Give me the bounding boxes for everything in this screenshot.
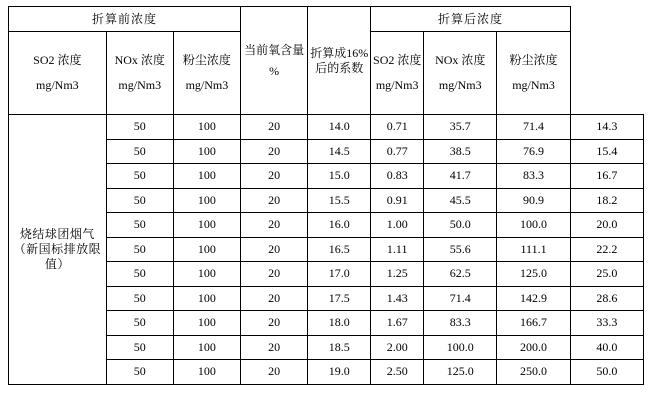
cell-dust-before: 20 [241, 286, 308, 311]
cell-dust-before: 20 [241, 139, 308, 164]
column-header-nox-after-name: NOx 浓度 [435, 53, 486, 67]
cell-nox-before: 100 [173, 262, 240, 287]
cell-dust-after: 25.0 [570, 262, 643, 287]
column-header-so2-before-name: SO2 浓度 [33, 53, 82, 67]
column-header-o2-current-name: 当前氧含量 [244, 42, 305, 57]
row-label-cell: 烧结球团烟气（新国标排放限值） [9, 115, 107, 385]
column-header-coefficient-name: 折算成16%后的系数 [310, 45, 369, 75]
cell-dust-before: 20 [241, 237, 308, 262]
cell-so2-after: 100.0 [424, 335, 497, 360]
cell-so2-after: 62.5 [424, 262, 497, 287]
cell-coefficient: 0.91 [371, 188, 424, 213]
column-header-dust-after-unit: mg/Nm3 [512, 78, 555, 92]
cell-nox-after: 90.9 [497, 188, 570, 213]
column-header-dust-before [173, 32, 240, 115]
cell-coefficient: 1.11 [371, 237, 424, 262]
cell-so2-before: 50 [106, 262, 173, 287]
cell-nox-before: 100 [173, 139, 240, 164]
cell-nox-after: 200.0 [497, 335, 570, 360]
cell-nox-after: 125.0 [497, 262, 570, 287]
cell-nox-before: 100 [173, 188, 240, 213]
cell-nox-before: 100 [173, 237, 240, 262]
cell-so2-after: 38.5 [424, 139, 497, 164]
cell-nox-after: 250.0 [497, 360, 570, 385]
cell-nox-after: 83.3 [497, 164, 570, 189]
column-header-o2-current-unit: % [269, 63, 280, 78]
cell-dust-before: 20 [241, 213, 308, 238]
table-header [9, 7, 644, 115]
cell-so2-before: 50 [106, 139, 173, 164]
cell-so2-before: 50 [106, 164, 173, 189]
column-header-so2-before-unit: mg/Nm3 [36, 78, 79, 92]
cell-dust-before: 20 [241, 335, 308, 360]
column-header-dust-after [497, 32, 570, 115]
column-header-nox-after-unit: mg/Nm3 [438, 78, 482, 92]
cell-so2-before: 50 [106, 311, 173, 336]
cell-dust-after: 20.0 [570, 213, 643, 238]
cell-dust-after: 50.0 [570, 360, 643, 385]
cell-nox-before: 100 [173, 335, 240, 360]
cell-nox-after: 71.4 [497, 115, 570, 140]
cell-dust-before: 20 [241, 188, 308, 213]
cell-o2-current: 16.0 [308, 213, 371, 238]
cell-coefficient: 2.50 [371, 360, 424, 385]
column-header-o2-current [241, 7, 308, 115]
cell-dust-after: 40.0 [570, 335, 643, 360]
group-header-before: 折算前浓度 [9, 7, 241, 32]
cell-so2-before: 50 [106, 335, 173, 360]
cell-dust-after: 33.3 [570, 311, 643, 336]
cell-so2-after: 71.4 [424, 286, 497, 311]
cell-o2-current: 19.0 [308, 360, 371, 385]
cell-so2-before: 50 [106, 188, 173, 213]
group-header-after: 折算后浓度 [371, 7, 570, 32]
cell-so2-before: 50 [106, 237, 173, 262]
cell-so2-after: 45.5 [424, 188, 497, 213]
table-row [9, 115, 644, 140]
cell-so2-after: 125.0 [424, 360, 497, 385]
cell-o2-current: 16.5 [308, 237, 371, 262]
cell-so2-after: 55.6 [424, 237, 497, 262]
cell-dust-before: 20 [241, 115, 308, 140]
cell-so2-after: 50.0 [424, 213, 497, 238]
cell-o2-current: 17.5 [308, 286, 371, 311]
cell-so2-before: 50 [106, 286, 173, 311]
column-header-nox-before-unit: mg/Nm3 [118, 78, 162, 92]
cell-so2-before: 50 [106, 360, 173, 385]
cell-coefficient: 1.25 [371, 262, 424, 287]
cell-o2-current: 17.0 [308, 262, 371, 287]
cell-coefficient: 1.67 [371, 311, 424, 336]
cell-dust-after: 22.2 [570, 237, 643, 262]
cell-dust-before: 20 [241, 360, 308, 385]
cell-dust-after: 16.7 [570, 164, 643, 189]
cell-nox-after: 76.9 [497, 139, 570, 164]
cell-nox-before: 100 [173, 213, 240, 238]
cell-o2-current: 15.5 [308, 188, 371, 213]
cell-nox-before: 100 [173, 115, 240, 140]
column-header-so2-after-unit: mg/Nm3 [375, 78, 419, 92]
column-header-coefficient [308, 7, 371, 115]
cell-so2-after: 83.3 [424, 311, 497, 336]
cell-dust-before: 20 [241, 164, 308, 189]
cell-nox-before: 100 [173, 311, 240, 336]
emission-conversion-table [8, 6, 644, 385]
cell-nox-after: 166.7 [497, 311, 570, 336]
cell-so2-before: 50 [106, 213, 173, 238]
cell-o2-current: 18.5 [308, 335, 371, 360]
cell-nox-before: 100 [173, 360, 240, 385]
cell-nox-after: 111.1 [497, 237, 570, 262]
cell-coefficient: 1.00 [371, 213, 424, 238]
document-page [0, 6, 650, 408]
cell-coefficient: 0.71 [371, 115, 424, 140]
cell-coefficient: 0.83 [371, 164, 424, 189]
cell-nox-after: 142.9 [497, 286, 570, 311]
column-header-dust-before-unit: mg/Nm3 [185, 78, 229, 92]
cell-o2-current: 14.5 [308, 139, 371, 164]
cell-dust-after: 28.6 [570, 286, 643, 311]
column-header-dust-after-name: 粉尘浓度 [509, 53, 558, 67]
cell-dust-before: 20 [241, 262, 308, 287]
cell-coefficient: 2.00 [371, 335, 424, 360]
cell-coefficient: 0.77 [371, 139, 424, 164]
column-header-so2-after-name: SO2 浓度 [373, 53, 422, 67]
column-header-nox-after [424, 32, 497, 115]
group-header-row [9, 7, 644, 32]
cell-dust-after: 14.3 [570, 115, 643, 140]
column-header-so2-after [371, 32, 424, 115]
cell-o2-current: 18.0 [308, 311, 371, 336]
cell-o2-current: 14.0 [308, 115, 371, 140]
cell-dust-after: 15.4 [570, 139, 643, 164]
cell-dust-before: 20 [241, 311, 308, 336]
cell-so2-after: 35.7 [424, 115, 497, 140]
column-header-nox-before [106, 32, 173, 115]
cell-coefficient: 1.43 [371, 286, 424, 311]
cell-so2-before: 50 [106, 115, 173, 140]
cell-nox-after: 100.0 [497, 213, 570, 238]
column-header-dust-before-name: 粉尘浓度 [182, 53, 231, 67]
table-body [9, 115, 644, 385]
cell-o2-current: 15.0 [308, 164, 371, 189]
cell-so2-after: 41.7 [424, 164, 497, 189]
column-header-nox-before-name: NOx 浓度 [114, 53, 165, 67]
cell-nox-before: 100 [173, 164, 240, 189]
cell-nox-before: 100 [173, 286, 240, 311]
cell-dust-after: 18.2 [570, 188, 643, 213]
column-header-so2-before [9, 32, 107, 115]
